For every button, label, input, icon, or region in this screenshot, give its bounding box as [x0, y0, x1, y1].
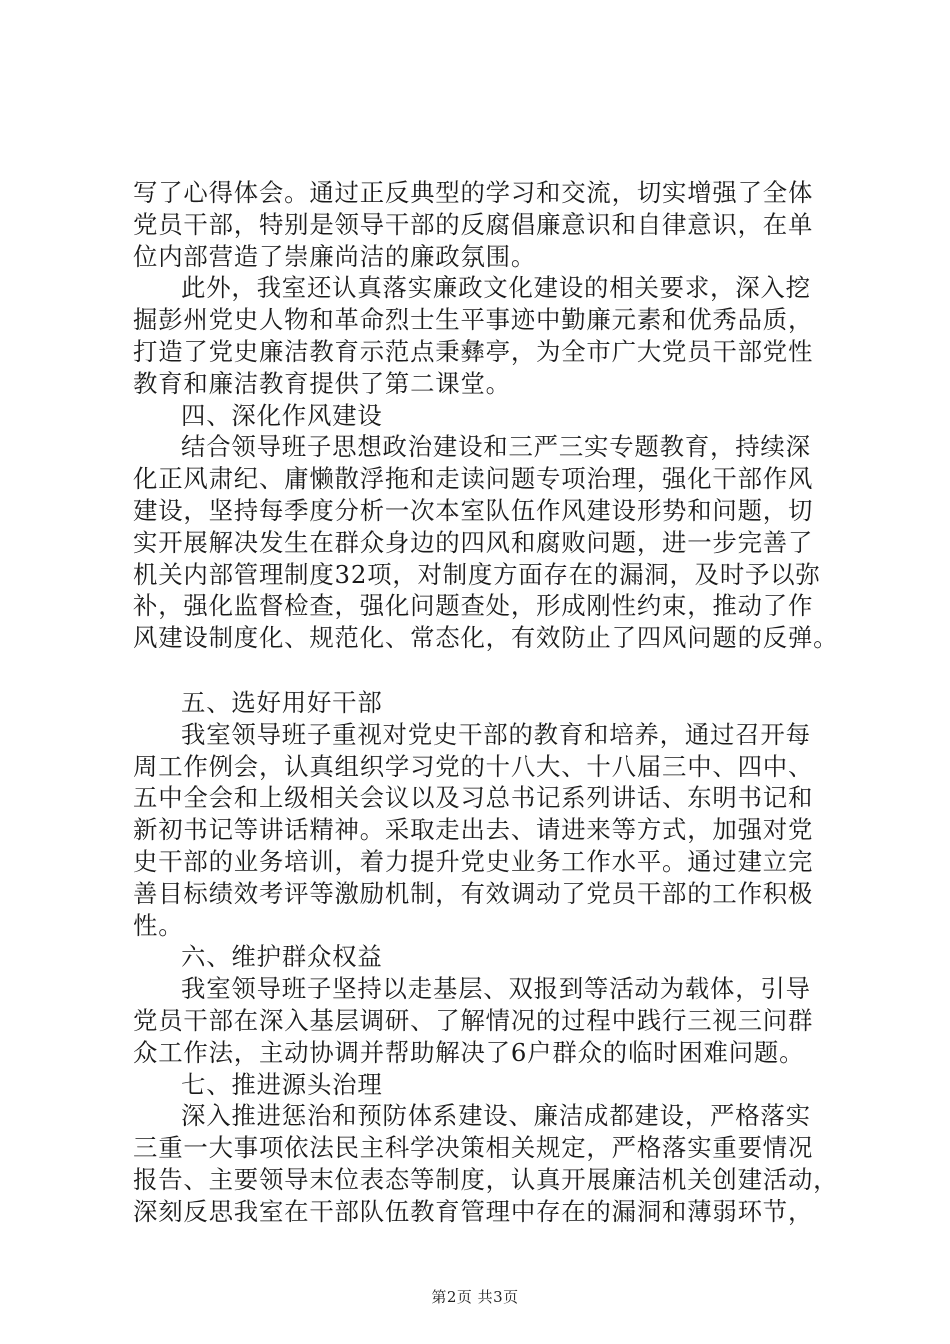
- text-line: 四、深化作风建设: [181, 400, 383, 430]
- text-line: 我室领导班子坚持以走基层、双报到等活动为载体，引导: [181, 974, 811, 1004]
- text-line: 教育和廉洁教育提供了第二课堂。: [133, 368, 511, 398]
- text-line: 写了心得体会。通过正反典型的学习和交流，切实增强了全体: [133, 178, 814, 207]
- document-body: [133, 177, 839, 1228]
- text-line: 六、维护群众权益: [181, 942, 383, 972]
- text-line: 打造了党史廉洁教育示范点秉彝亭，为全市广大党员干部党性: [133, 336, 814, 366]
- text-line: 性。: [133, 910, 184, 940]
- text-line: 善目标绩效考评等激励机制，有效调动了党员干部的工作积极: [133, 878, 814, 908]
- text-line: 党员干部在深入基层调研、了解情况的过程中践行三视三问群: [133, 1005, 814, 1035]
- text-line: 掘彭州党史人物和革命烈士生平事迹中勤廉元素和优秀品质，: [133, 305, 814, 335]
- text-line: 化正风肃纪、庸懒散浮拖和走读问题专项治理，强化干部作风: [133, 464, 814, 494]
- text-line: 新初书记等讲话精神。采取走出去、请进来等方式，加强对党: [133, 815, 814, 845]
- text-line: 众工作法，主动协调并帮助解决了6户群众的临时困难问题。: [133, 1037, 805, 1067]
- text-line: 我室领导班子重视对党史干部的教育和培养，通过召开每: [181, 719, 811, 749]
- text-line: 五、选好用好干部: [181, 687, 383, 717]
- page-number-footer: 第2页 共3页: [431, 1288, 519, 1306]
- text-line: 五中全会和上级相关会议以及习总书记系列讲话、东明书记和: [133, 783, 814, 813]
- text-line: 建设，坚持每季度分析一次本室队伍作风建设形势和问题，切: [133, 495, 814, 525]
- text-line: 位内部营造了崇廉尚洁的廉政氛围。: [133, 241, 537, 271]
- text-line: 周工作例会，认真组织学习党的十八大、十八届三中、四中、: [133, 751, 814, 781]
- text-line: 补，强化监督检查，强化问题查处，形成刚性约束，推动了作: [133, 591, 814, 621]
- text-line: 报告、主要领导末位表态等制度，认真开展廉洁机关创建活动，: [133, 1164, 839, 1194]
- text-line: 党员干部，特别是领导干部的反腐倡廉意识和自律意识，在单: [133, 209, 814, 239]
- text-line: 七、推进源头治理: [181, 1069, 383, 1099]
- text-line: 三重一大事项依法民主科学决策相关规定，严格落实重要情况: [133, 1133, 814, 1163]
- text-line: 实开展解决发生在群众身边的四风和腐败问题，进一步完善了: [133, 527, 814, 557]
- text-line: 深入推进惩治和预防体系建设、廉洁成都建设，严格落实: [181, 1101, 811, 1131]
- text-line: 风建设制度化、规范化、常态化，有效防止了四风问题的反弹。: [133, 623, 839, 653]
- text-line: 结合领导班子思想政治建设和三严三实专题教育，持续深: [181, 432, 811, 462]
- text-line: 机关内部管理制度32项，对制度方面存在的漏洞，及时予以弥: [133, 559, 821, 589]
- text-line: 此外，我室还认真落实廉政文化建设的相关要求，深入挖: [181, 273, 811, 303]
- text-line: 深刻反思我室在干部队伍教育管理中存在的漏洞和薄弱环节，: [133, 1196, 814, 1226]
- text-line: 史干部的业务培训，着力提升党史业务工作水平。通过建立完: [133, 846, 814, 876]
